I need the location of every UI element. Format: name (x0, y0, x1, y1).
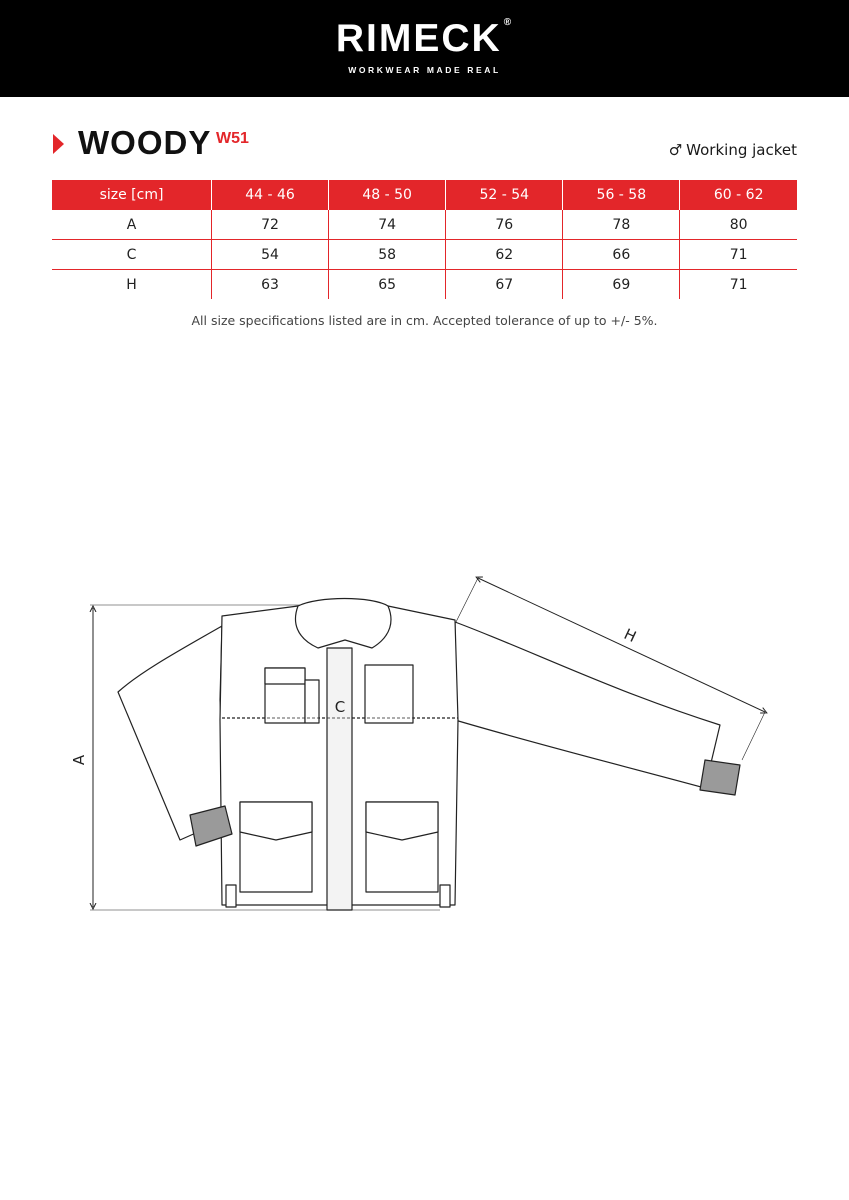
right-lower-flap (366, 802, 438, 840)
header-cell: 52 - 54 (446, 180, 563, 210)
table-cell: 80 (680, 210, 797, 240)
right-sleeve (455, 622, 720, 788)
table-cell: 54 (212, 240, 329, 270)
table-row (52, 270, 797, 300)
dimension-a-label: A (70, 754, 88, 766)
right-cuff (700, 760, 740, 795)
table-cell: A (52, 210, 212, 240)
left-waist-tab (226, 885, 236, 907)
table-cell: 65 (329, 270, 446, 300)
brand-logo (0, 17, 849, 61)
table-cell: 71 (680, 270, 797, 300)
dimension-c-label: C (334, 698, 346, 716)
male-icon: ♂ (668, 141, 683, 159)
table-cell: C (52, 240, 212, 270)
left-chest-flap (265, 668, 305, 684)
table-cell: 66 (563, 240, 680, 270)
product-code: W51 (216, 130, 249, 147)
header-cell: 44 - 46 (212, 180, 329, 210)
header-cell: size [cm] (52, 180, 212, 210)
header-bar (0, 0, 849, 97)
product-category (669, 141, 797, 159)
jacket-collar (295, 599, 390, 649)
zip-placket (327, 648, 352, 910)
header-cell: 56 - 58 (563, 180, 680, 210)
title-arrow-icon (53, 134, 64, 154)
header-cell: 48 - 50 (329, 180, 446, 210)
brand-tagline: WORKWEAR MADE REAL (348, 65, 501, 75)
table-cell: 74 (329, 210, 446, 240)
header-cell: 60 - 62 (680, 180, 797, 210)
table-cell: 76 (446, 210, 563, 240)
table-cell: 58 (329, 240, 446, 270)
table-cell: 67 (446, 270, 563, 300)
table-cell: H (126, 276, 137, 293)
category-label: Working jacket (686, 141, 797, 159)
table-cell: 72 (212, 210, 329, 240)
dimension-h-label: H (621, 624, 640, 647)
jacket-technical-drawing (0, 560, 849, 920)
registered-mark: ® (503, 17, 514, 28)
table-cell: 71 (680, 240, 797, 270)
product-title: WOODY (78, 124, 212, 161)
size-table-header (52, 180, 797, 210)
jacket-outline (118, 599, 740, 911)
table-row (52, 240, 797, 270)
table-cell: 63 (212, 270, 329, 300)
right-waist-tab (440, 885, 450, 907)
size-note: All size specifications listed are in cm. Accepted tolerance of up to +/- 5%. (191, 313, 658, 328)
brand-name: RIMECK (335, 17, 502, 60)
table-cell: 78 (563, 210, 680, 240)
table-cell: 69 (563, 270, 680, 300)
table-cell: 62 (446, 240, 563, 270)
left-lower-flap (240, 802, 312, 840)
right-chest-pocket (365, 665, 413, 723)
size-table (52, 180, 797, 299)
left-sleeve (118, 626, 225, 840)
pen-pocket (305, 680, 319, 723)
table-row (52, 210, 797, 240)
